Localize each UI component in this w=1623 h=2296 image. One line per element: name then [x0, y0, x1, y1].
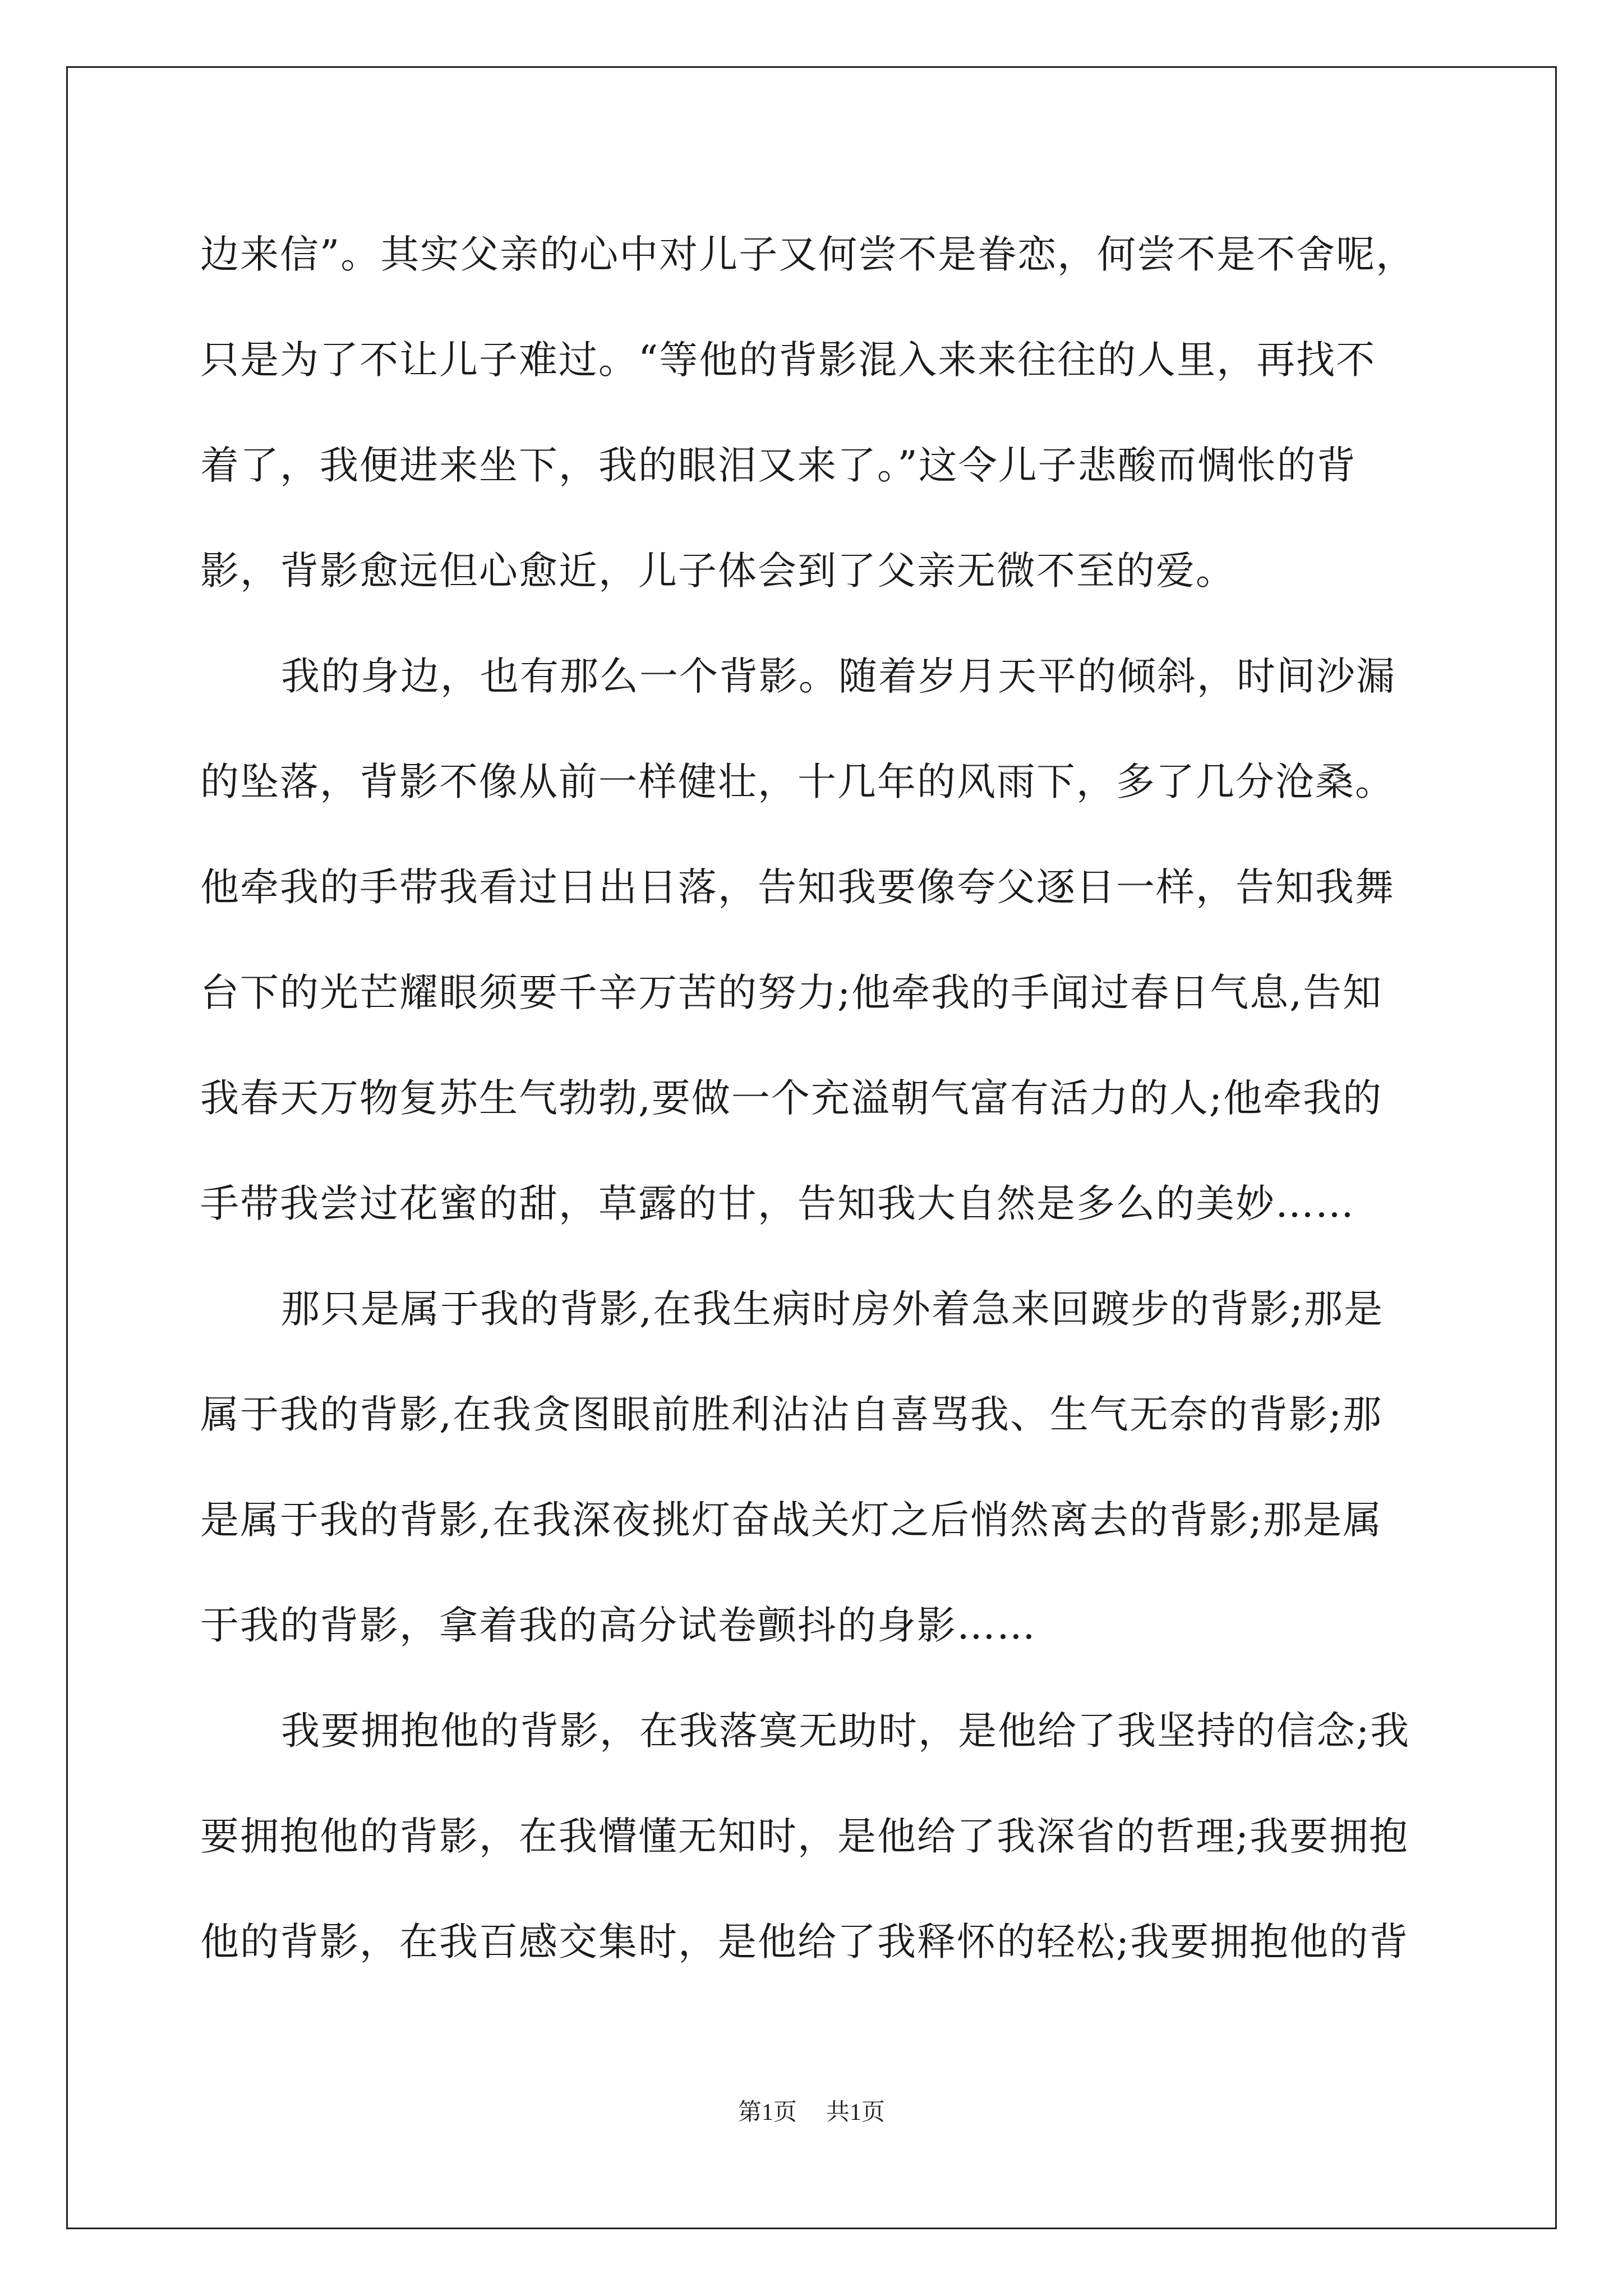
page-footer: [0, 2093, 1623, 2127]
text-line: 影，背影愈远但心愈近，儿子体会到了父亲无微不至的爱。: [200, 549, 1235, 593]
page-number: 第1页: [737, 2100, 797, 2125]
document-body: [200, 202, 1434, 1995]
text-line: 手带我尝过花蜜的甜，草露的甘，告知我大自然是多么的美妙……: [200, 1181, 1355, 1226]
text-line: 我春天万物复苏生气勃勃,要做一个充溢朝气富有活力的人;他牵我的: [200, 1076, 1383, 1121]
paragraph-first-line: 我的身边，也有那么一个背影。随着岁月天平的倾斜，时间沙漏: [281, 654, 1396, 699]
text-line: 的坠落，背影不像从前一样健壮，十几年的风雨下，多了几分沧桑。: [200, 760, 1395, 804]
text-line: 属于我的背影,在我贪图眼前胜利沾沾自喜骂我、生气无奈的背影;那: [200, 1392, 1383, 1437]
text-line: 只是为了不让儿子难过。“等他的背影混入来来往往的人里，再找不: [200, 338, 1376, 383]
text-line: 于我的背影，拿着我的高分试卷颤抖的身影……: [200, 1603, 1036, 1648]
paragraph-first-line: 那只是属于我的背影,在我生病时房外着急来回踱步的背影;那是: [281, 1287, 1384, 1332]
page-total: 共1页: [826, 2100, 886, 2125]
text-line: 要拥抱他的背影，在我懵懂无知时，是他给了我深省的哲理;我要拥抱: [200, 1814, 1409, 1859]
text-line: 他牵我的手带我看过日出日落，告知我要像夸父逐日一样，告知我舞: [200, 865, 1395, 910]
paragraph-first-line: 我要拥抱他的背影，在我落寞无助时，是他给了我坚持的信念;我: [281, 1709, 1410, 1754]
text-line: 着了，我便进来坐下，我的眼泪又来了。”这令儿子悲酸而惆怅的背: [200, 443, 1357, 488]
text-line: 他的背影，在我百感交集时，是他给了我释怀的轻松;我要拥抱他的背: [200, 1920, 1409, 1964]
text-line: 是属于我的背影,在我深夜挑灯奋战关灯之后悄然离去的背影;那是属: [200, 1498, 1383, 1543]
text-line: 台下的光芒耀眼须要千辛万苦的努力;他牵我的手闻过春日气息,告知: [200, 970, 1383, 1015]
text-line: 边来信”。其实父亲的心中对儿子又何尝不是眷恋，何尝不是不舍呢，: [200, 232, 1416, 277]
